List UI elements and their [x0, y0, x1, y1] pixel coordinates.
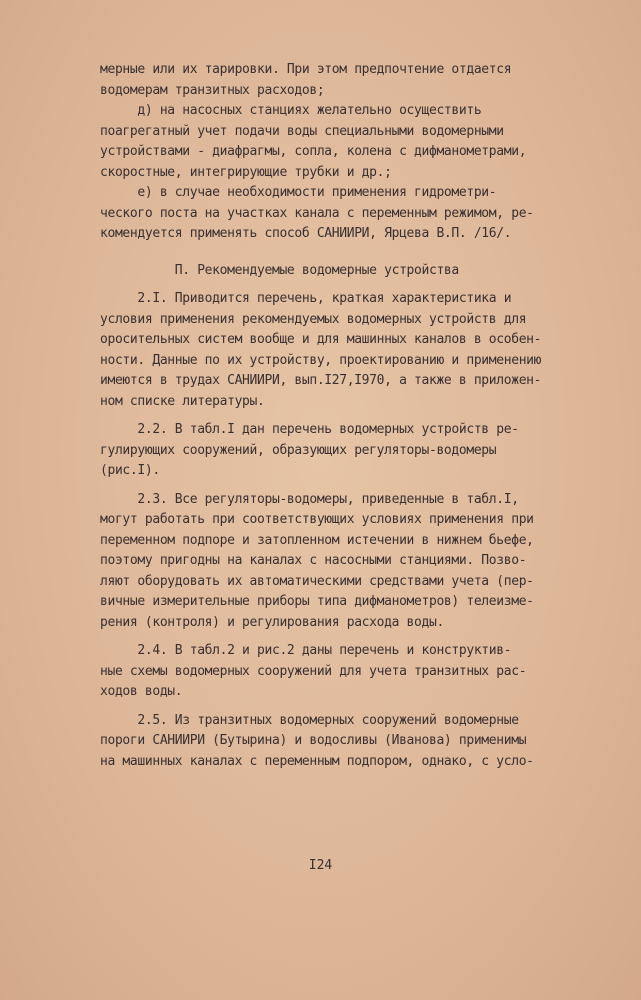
text-line: водомерам транзитных расходов; — [100, 82, 325, 98]
text-line: 2.3. Все регуляторы-водомеры, приведенные в табл.I, — [100, 491, 519, 507]
text-line: ходов воды. — [100, 684, 183, 699]
text-line: имеются в трудах САНИИРИ, вып.I27,I970, а также в приложен- — [100, 373, 542, 388]
text-line: вичные измерительные приборы типа дифманометров) телеизме- — [100, 594, 534, 609]
section-heading: П. Рекомендуемые водомерные устройства — [100, 262, 459, 278]
text-line: поагрегатный учет подачи воды специальными водомерными — [100, 123, 504, 139]
text-line: ности. Данные по их устройству, проектированию и применению — [100, 352, 542, 368]
text-line: 2.I. Приводится перечень, краткая характеристика и — [100, 291, 512, 306]
blank-line — [100, 703, 600, 711]
text-line: устройствами - диафрагмы, сопла, колена с дифманометрами, — [100, 144, 527, 159]
text-line: мерные или их тарировки. При этом предпочтение отдается — [100, 62, 512, 77]
text-line: скоростные, интегрирующие трубки и др.; — [100, 164, 392, 180]
text-line: могут работать при соответствующих условиях применения при — [100, 512, 534, 527]
page-number: I24 — [308, 858, 333, 873]
text-line: е) в случае необходимости применения гидрометри- — [100, 185, 497, 200]
text-line: 2.2. В табл.I дан перечень водомерных устройств ре- — [100, 422, 519, 437]
body-text — [100, 60, 600, 772]
text-line: рения (контроля) и регулирования расхода воды. — [100, 614, 444, 630]
text-line: на машинных каналах с переменным подпором, однако, с усло- — [100, 753, 534, 769]
blank-line — [100, 633, 600, 641]
text-line: ческого поста на участках канала с переменным режимом, ре- — [100, 205, 534, 221]
text-line: д) на насосных станциях желательно осуществить — [100, 103, 482, 118]
text-line: ные схемы водомерных сооружений для учета транзитных рас- — [100, 663, 527, 679]
text-line: гулирующих сооружений, образующих регуляторы-водомеры — [100, 442, 497, 458]
text-line: комендуется применять способ САНИИРИ, Ярцева В.П. /16/. — [100, 226, 512, 241]
blank-line — [100, 281, 600, 289]
text-line: 2.4. В табл.2 и рис.2 даны перечень и конструктив- — [100, 643, 512, 658]
text-line: ном списке литературы. — [100, 393, 265, 409]
text-line: условия применения рекомендуемых водомерных устройств для — [100, 311, 527, 327]
text-line: пороги САНИИРИ (Бутырина) и водосливы (Иванова) применимы — [100, 733, 527, 748]
text-line: оросительных систем вообще и для машинных каналов в особен- — [100, 332, 542, 347]
blank-line — [100, 482, 600, 490]
text-line: 2.5. Из транзитных водомерных сооружений водомерные — [100, 712, 519, 728]
text-line: поэтому пригодны на каналах с насосными станциями. Позво- — [100, 553, 527, 568]
text-line: переменном подпоре и затопленном истечении в нижнем бьефе, — [100, 532, 534, 548]
text-line: ляют оборудовать их автоматическими средствами учета (пер- — [100, 573, 534, 589]
text-line: (рис.I). — [100, 463, 160, 478]
blank-line — [100, 412, 600, 420]
blank-line — [100, 245, 600, 261]
